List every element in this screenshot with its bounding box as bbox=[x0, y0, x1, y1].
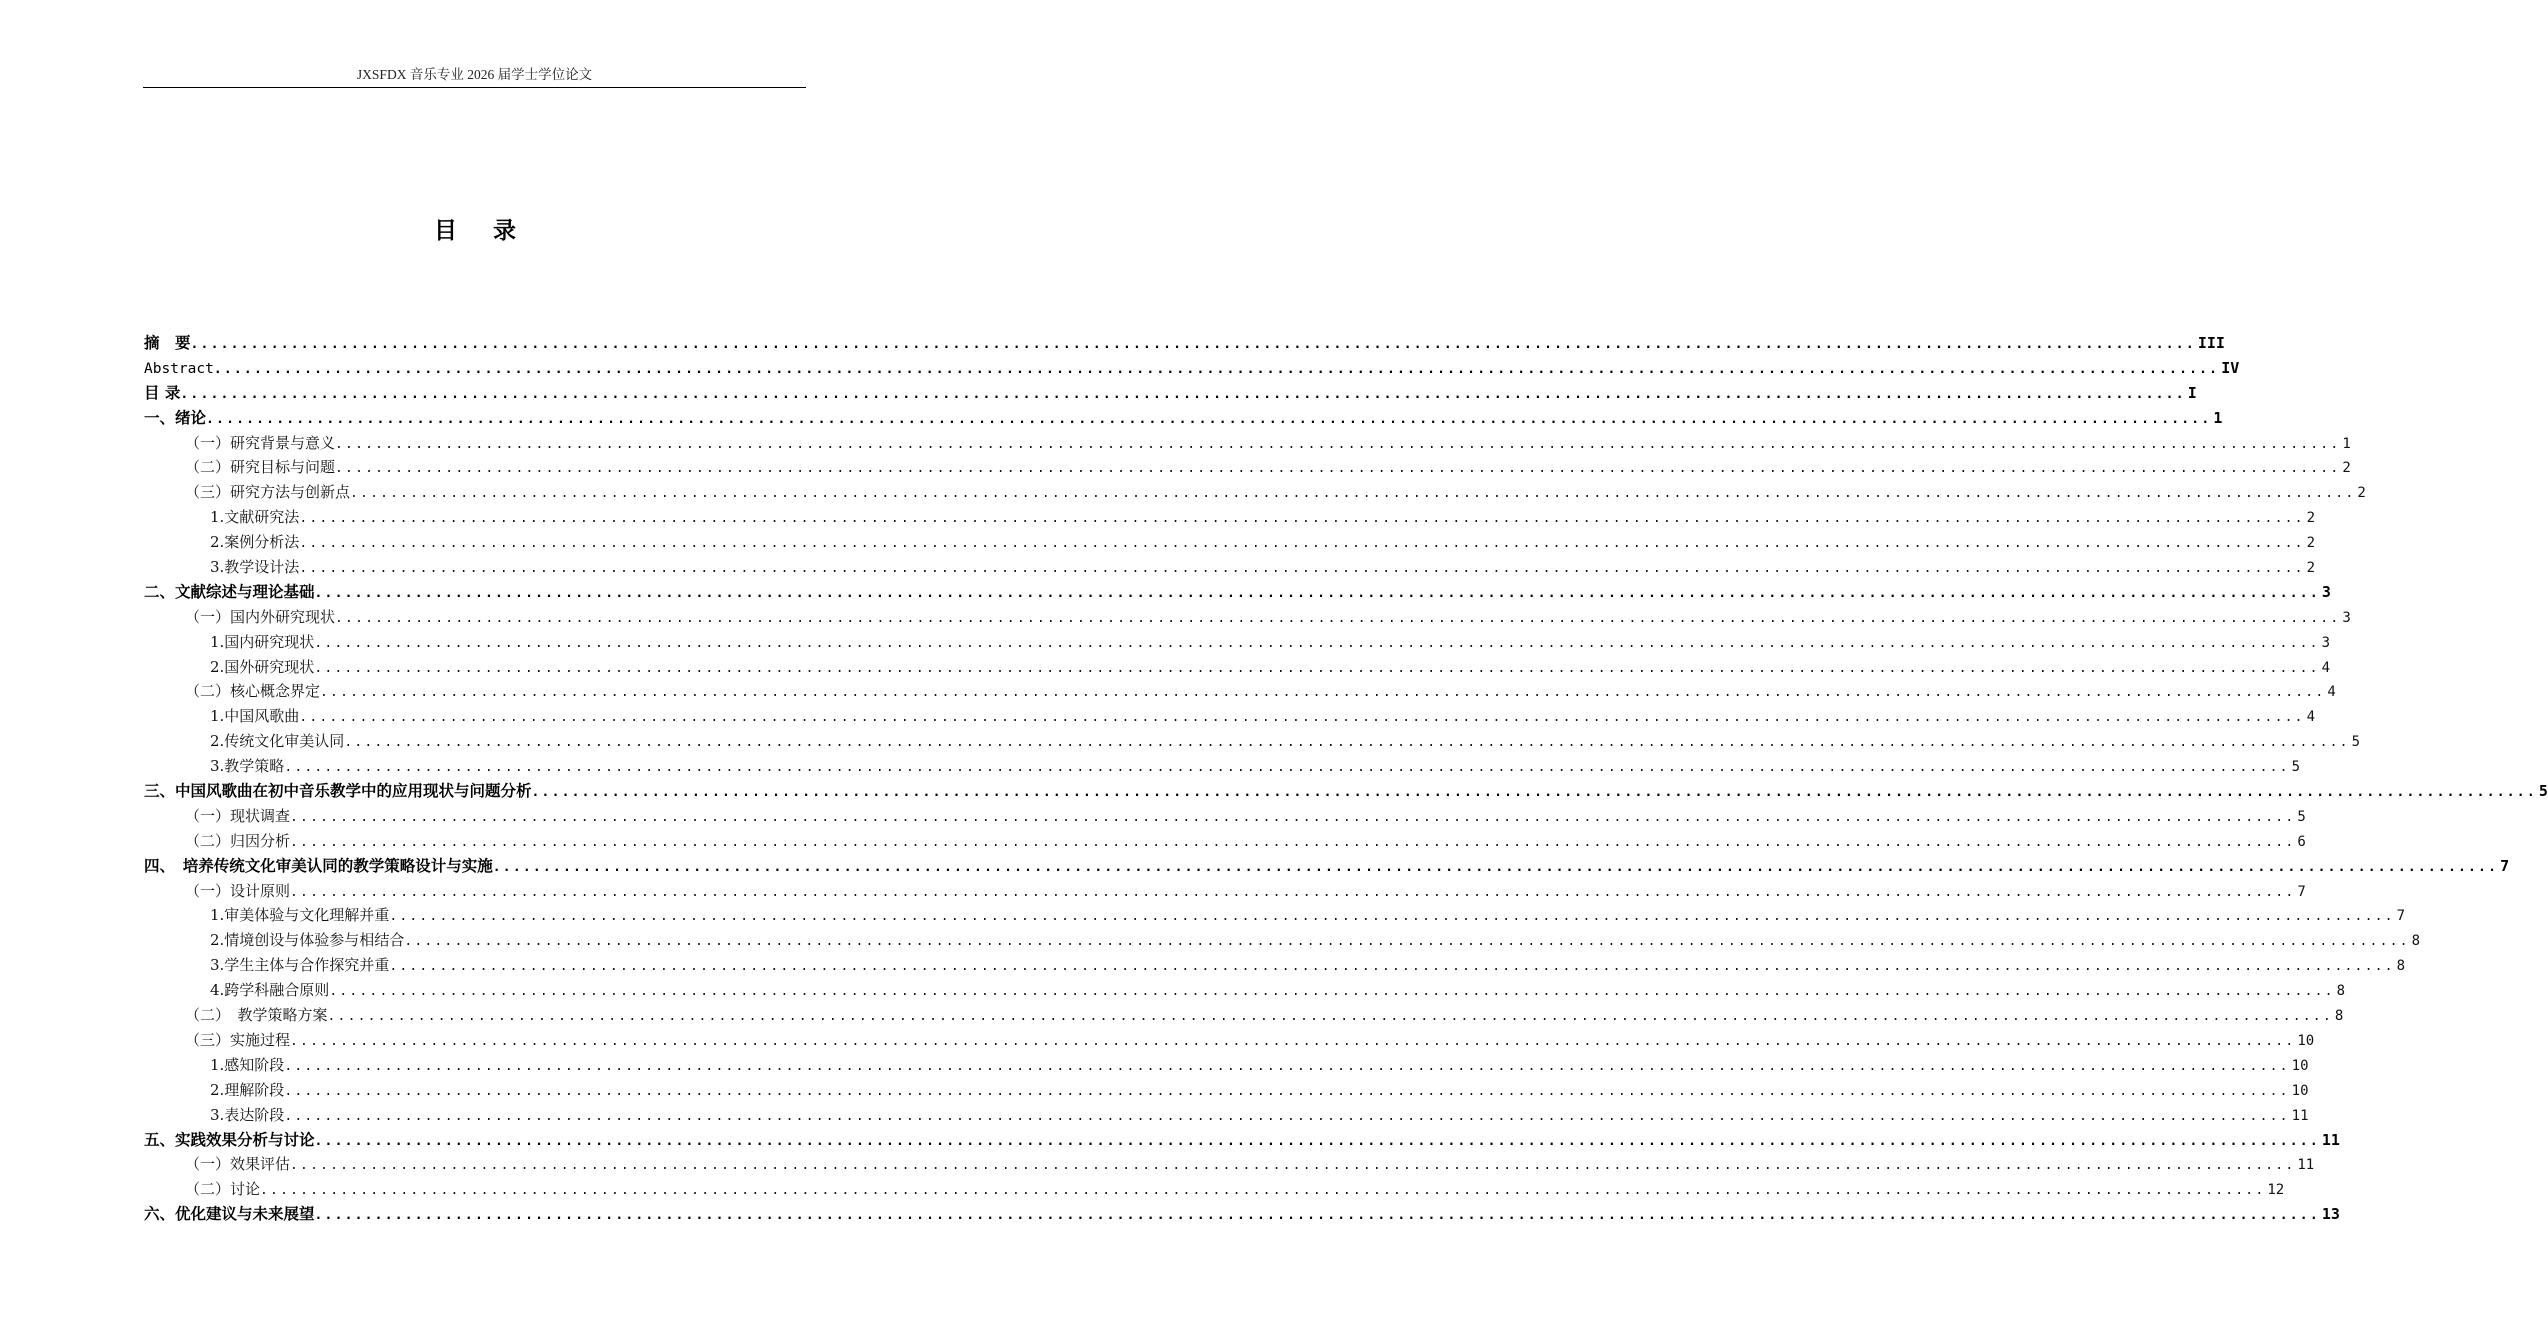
toc-entry-label: 六、优化建议与未来展望 bbox=[144, 1205, 315, 1224]
toc-entry[interactable] bbox=[144, 754, 2301, 779]
toc-entry[interactable] bbox=[144, 530, 2316, 555]
toc-entry[interactable] bbox=[144, 779, 2548, 804]
toc-leader-dots: ........................................................................................................................................................................................................ bbox=[314, 660, 2320, 676]
toc-entry-page: 1 bbox=[2342, 435, 2351, 452]
toc-leader-dots: ........................................................................................................................................................................................................ bbox=[299, 536, 2305, 552]
toc-entry-label: （一）研究背景与意义 bbox=[185, 433, 336, 452]
toc-entry-label: （二） 教学策略方案 bbox=[185, 1006, 328, 1025]
toc-entry-label: 1.国内研究现状 bbox=[210, 632, 315, 651]
toc-entry[interactable] bbox=[144, 854, 2510, 879]
toc-entry[interactable] bbox=[144, 928, 2421, 953]
toc-entry-page: 10 bbox=[2291, 1057, 2309, 1074]
toc-entry-label: 3.学生主体与合作探究并重 bbox=[210, 956, 390, 975]
toc-entry-page: 8 bbox=[2336, 983, 2346, 1000]
toc-entry[interactable] bbox=[144, 829, 2306, 854]
toc-leader-dots: ........................................................................................................................................................................................................ bbox=[290, 834, 2296, 850]
toc-entry[interactable] bbox=[144, 605, 2351, 630]
toc-entry-page: 13 bbox=[2321, 1205, 2340, 1224]
toc-entry[interactable] bbox=[144, 1103, 2309, 1128]
page-header: JXSFDX 音乐专业 2026 届学士学位论文 bbox=[143, 66, 806, 88]
toc-entry-page: 2 bbox=[2306, 510, 2316, 527]
toc-entry-label: 2.情境创设与体验参与相结合 bbox=[210, 931, 405, 950]
toc-entry-label: 1.中国风歌曲 bbox=[210, 707, 300, 726]
toc-leader-dots: ........................................................................................................................................................................................................ bbox=[299, 561, 2305, 577]
toc-entry-page: 4 bbox=[2306, 709, 2316, 726]
toc-entry-label: （二）归因分析 bbox=[185, 831, 291, 850]
toc-entry-label: 1.感知阶段 bbox=[210, 1055, 285, 1074]
toc-entry-page: 2 bbox=[2306, 535, 2316, 552]
toc-entry-label: （一）设计原则 bbox=[185, 881, 291, 900]
toc-entry-page: 2 bbox=[2306, 560, 2316, 577]
toc-entry-label: 二、文献综述与理论基础 bbox=[144, 582, 315, 601]
toc-entry-label: （三）研究方法与创新点 bbox=[185, 483, 351, 502]
toc-leader-dots: ........................................................................................................................................................................................................ bbox=[389, 909, 2395, 925]
toc-entry-page: 3 bbox=[2342, 609, 2351, 626]
toc-entry-label: 3.教学设计法 bbox=[210, 558, 300, 577]
toc-entry-page: 12 bbox=[2267, 1182, 2285, 1199]
toc-leader-dots: ........................................................................................................................................................................................................ bbox=[389, 959, 2395, 975]
toc-leader-dots: ........................................................................................................................................................................................................ bbox=[290, 884, 2296, 900]
toc-entry[interactable] bbox=[144, 978, 2346, 1003]
toc-leader-dots: ........................................................................................................................................................................................................ bbox=[329, 984, 2335, 1000]
toc-entry-label: 一、绪论 bbox=[144, 408, 207, 427]
toc-entry-page: 2 bbox=[2342, 460, 2351, 477]
toc-entry[interactable] bbox=[144, 879, 2306, 904]
toc-leader-dots: ........................................................................................................................................................................................................ bbox=[314, 585, 2320, 601]
toc-leader-dots: ........................................................................................................................................................................................................ bbox=[180, 386, 2186, 402]
toc-entry[interactable] bbox=[144, 480, 2366, 505]
toc-entry-label: （一）现状调查 bbox=[185, 806, 291, 825]
toc-entry[interactable] bbox=[144, 356, 2240, 381]
toc-leader-dots: ........................................................................................................................................................................................................ bbox=[327, 1009, 2333, 1025]
toc-entry-label: （二）研究目标与问题 bbox=[185, 458, 336, 477]
toc-leader-dots: ........................................................................................................................................................................................................ bbox=[492, 859, 2499, 875]
toc-entry[interactable] bbox=[144, 655, 2331, 680]
toc-entry-label: 摘 要 bbox=[144, 334, 191, 352]
toc-entry[interactable] bbox=[144, 679, 2336, 704]
toc-leader-dots: ........................................................................................................................................................................................................ bbox=[213, 361, 2220, 377]
toc-entry[interactable] bbox=[144, 580, 2331, 605]
toc-entry[interactable] bbox=[144, 729, 2361, 754]
toc-entry[interactable] bbox=[144, 704, 2316, 729]
toc-leader-dots: ........................................................................................................................................................................................................ bbox=[284, 760, 2290, 776]
toc-entry-page: 4 bbox=[2321, 659, 2331, 676]
toc-entry-page: 1 bbox=[2213, 408, 2223, 427]
toc-entry-label: 3.教学策略 bbox=[210, 757, 285, 776]
toc-entry-page: 3 bbox=[2321, 634, 2331, 651]
toc-leader-dots: ........................................................................................................................................................................................................ bbox=[299, 511, 2305, 527]
toc-entry-label: 2.国外研究现状 bbox=[210, 657, 315, 676]
toc-entry-label: （三）实施过程 bbox=[185, 1030, 291, 1049]
toc-entry-page: 11 bbox=[2321, 1130, 2340, 1149]
toc-entry-page: 5 bbox=[2291, 759, 2301, 776]
toc-entry-page: 10 bbox=[2291, 1082, 2309, 1099]
toc-entry[interactable] bbox=[144, 1152, 2315, 1177]
toc-leader-dots: ........................................................................................................................................................................................................ bbox=[290, 809, 2296, 825]
toc-leader-dots: ........................................................................................................................................................................................................ bbox=[344, 735, 2350, 751]
toc-entry[interactable] bbox=[144, 455, 2351, 480]
toc-entry-label: 2.传统文化审美认同 bbox=[210, 732, 345, 751]
toc-entry[interactable] bbox=[144, 555, 2316, 580]
toc-leader-dots: ........................................................................................................................................................................................................ bbox=[320, 685, 2326, 701]
toc-entry-page: 3 bbox=[2321, 582, 2331, 601]
toc-entry-page: 8 bbox=[2334, 1008, 2344, 1025]
toc-entry[interactable] bbox=[144, 1177, 2285, 1202]
toc-entry[interactable] bbox=[144, 505, 2316, 530]
toc-leader-dots: ........................................................................................................................................................................................................ bbox=[314, 1133, 2320, 1149]
toc-entry-label: 1.文献研究法 bbox=[210, 508, 300, 527]
toc-entry-label: 2.案例分析法 bbox=[210, 533, 300, 552]
toc-entry-page: 6 bbox=[2297, 833, 2306, 850]
toc-leader-dots: ........................................................................................................................................................................................................ bbox=[190, 337, 2196, 352]
toc-entry-page: 8 bbox=[2396, 958, 2406, 975]
toc-entry-label: 三、中国风歌曲在初中音乐教学中的应用现状与问题分析 bbox=[144, 782, 532, 801]
toc-entry[interactable] bbox=[144, 953, 2406, 978]
toc-leader-dots: ........................................................................................................................................................................................................ bbox=[314, 635, 2320, 651]
toc-entry-label: （二）核心概念界定 bbox=[185, 682, 321, 701]
toc-leader-dots: ........................................................................................................................................................................................................ bbox=[284, 1058, 2290, 1074]
toc-entry-page: 7 bbox=[2396, 908, 2406, 925]
toc-entry-page: 5 bbox=[2538, 782, 2548, 801]
toc-entry-page: 5 bbox=[2297, 808, 2306, 825]
toc-leader-dots: ........................................................................................................................................................................................................ bbox=[290, 1033, 2296, 1049]
toc-entry-label: （二）讨论 bbox=[185, 1180, 261, 1199]
toc-entry[interactable] bbox=[144, 381, 2197, 406]
toc-leader-dots: ........................................................................................................................................................................................................ bbox=[404, 934, 2410, 950]
toc-title: 目 录 bbox=[433, 218, 530, 244]
toc-entry-page: 8 bbox=[2411, 933, 2421, 950]
toc-entry-page: III bbox=[2197, 334, 2225, 352]
toc-leader-dots: ........................................................................................................................................................................................................ bbox=[290, 1158, 2296, 1174]
toc-leader-dots: ........................................................................................................................................................................................................ bbox=[206, 411, 2212, 427]
toc-entry[interactable] bbox=[144, 1028, 2315, 1053]
toc-leader-dots: ........................................................................................................................................................................................................ bbox=[314, 1208, 2320, 1224]
toc-entry-page: IV bbox=[2221, 358, 2240, 377]
toc-entry-page: 5 bbox=[2351, 734, 2361, 751]
toc-entry-label: （一）效果评估 bbox=[185, 1155, 291, 1174]
toc-entry[interactable] bbox=[144, 331, 2225, 356]
toc-entry-page: 4 bbox=[2327, 684, 2336, 701]
toc-entry-page: 11 bbox=[2297, 1157, 2315, 1174]
toc-leader-dots: ........................................................................................................................................................................................................ bbox=[531, 785, 2537, 801]
toc-entry-label: 1.审美体验与文化理解并重 bbox=[210, 906, 390, 925]
toc-leader-dots: ........................................................................................................................................................................................................ bbox=[350, 486, 2356, 502]
toc-entry-page: I bbox=[2187, 383, 2197, 402]
toc-leader-dots: ........................................................................................................................................................................................................ bbox=[299, 710, 2305, 726]
toc-entry[interactable] bbox=[144, 1202, 2340, 1227]
toc-entry-page: 11 bbox=[2291, 1107, 2309, 1124]
toc-entry-page: 7 bbox=[2500, 856, 2510, 875]
toc-leader-dots: ........................................................................................................................................................................................................ bbox=[260, 1183, 2266, 1199]
toc-entry-page: 2 bbox=[2357, 485, 2366, 502]
toc-entry[interactable] bbox=[144, 804, 2306, 829]
toc-leader-dots: ........................................................................................................................................................................................................ bbox=[284, 1108, 2290, 1124]
table-of-contents bbox=[144, 331, 2548, 1227]
toc-entry[interactable] bbox=[144, 1003, 2344, 1028]
toc-entry-label: 目 录 bbox=[144, 383, 181, 402]
toc-entry-label: 2.理解阶段 bbox=[210, 1080, 285, 1099]
toc-entry-label: （一）国内外研究现状 bbox=[185, 607, 336, 626]
toc-entry[interactable] bbox=[144, 1078, 2309, 1103]
toc-leader-dots: ........................................................................................................................................................................................................ bbox=[335, 461, 2341, 477]
toc-entry-label: 五、实践效果分析与讨论 bbox=[144, 1130, 315, 1149]
toc-entry-label: 4.跨学科融合原则 bbox=[210, 981, 330, 1000]
toc-entry-label: 3.表达阶段 bbox=[210, 1105, 285, 1124]
toc-entry-page: 7 bbox=[2297, 883, 2306, 900]
toc-entry-label: Abstract bbox=[144, 360, 214, 377]
toc-entry[interactable] bbox=[144, 903, 2406, 928]
toc-leader-dots: ........................................................................................................................................................................................................ bbox=[335, 610, 2341, 626]
toc-leader-dots: ........................................................................................................................................................................................................ bbox=[335, 436, 2341, 452]
toc-leader-dots: ........................................................................................................................................................................................................ bbox=[284, 1083, 2290, 1099]
toc-entry-page: 10 bbox=[2297, 1032, 2315, 1049]
toc-entry[interactable] bbox=[144, 1053, 2309, 1078]
toc-entry-label: 四、 培养传统文化审美认同的教学策略设计与实施 bbox=[144, 856, 493, 875]
toc-entry[interactable] bbox=[144, 431, 2351, 456]
toc-entry[interactable] bbox=[144, 406, 2223, 431]
toc-entry[interactable] bbox=[144, 630, 2331, 655]
toc-entry[interactable] bbox=[144, 1128, 2340, 1153]
